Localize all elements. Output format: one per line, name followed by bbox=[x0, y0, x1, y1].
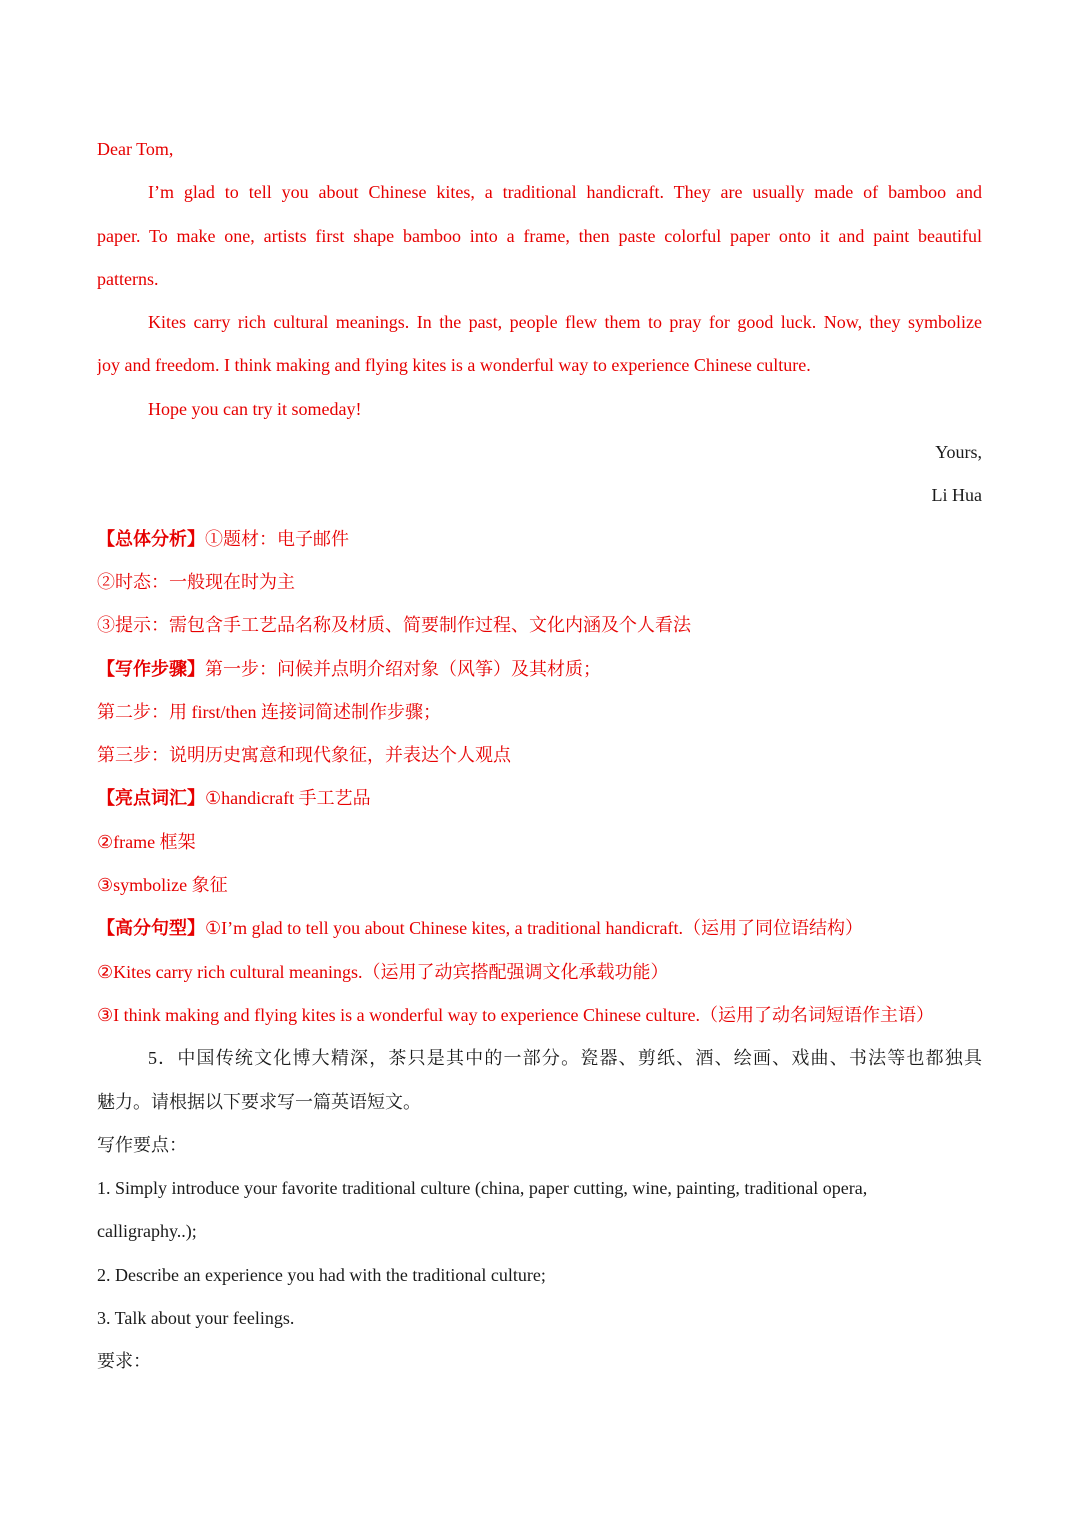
letter-signature: Li Hua bbox=[931, 485, 982, 506]
analysis-overall-item-2: ②时态：一般现在时为主 bbox=[97, 571, 295, 592]
letter-paragraph-2-line-2: joy and freedom. I think making and flying kites is a wonderful way to experience Chinese culture. bbox=[97, 355, 811, 376]
question-5-point-3: 3. Talk about your feelings. bbox=[97, 1308, 295, 1329]
analysis-vocab-3: ③symbolize 象征 bbox=[97, 875, 228, 896]
letter-paragraph-1-line-1: I’m glad to tell you about Chinese kites, a traditional handicraft. They are usually made of bamboo and bbox=[148, 182, 982, 203]
analysis-overall-tag: 【总体分析】 bbox=[97, 528, 205, 549]
analysis-overall-item-3: ③提示：需包含手工艺品名称及材质、简要制作过程、文化内涵及个人看法 bbox=[97, 615, 691, 636]
analysis-sentences-tag: 【高分句型】 bbox=[97, 918, 205, 939]
analysis-vocab-line bbox=[97, 777, 982, 820]
question-5-requirements-title: 要求： bbox=[97, 1351, 151, 1372]
analysis-sentences-line bbox=[97, 907, 982, 950]
letter-paragraph-2-line-1: Kites carry rich cultural meanings. In the past, people flew them to pray for good luck. Now, they symbolize bbox=[148, 312, 982, 333]
question-5-intro-line-1: 5．中国传统文化博大精深，茶只是其中的一部分。瓷器、剪纸、酒、绘画、戏曲、书法等也都独具 bbox=[148, 1048, 982, 1069]
letter-paragraph-1-line-3: patterns. bbox=[97, 268, 159, 289]
letter-greeting: Dear Tom, bbox=[97, 139, 174, 159]
letter-closing: Yours, bbox=[935, 442, 982, 463]
analysis-step-2: 第二步：用 first/then 连接词简述制作步骤； bbox=[97, 701, 441, 722]
analysis-step-1: 第一步：问候并点明介绍对象（风筝）及其材质； bbox=[205, 658, 601, 679]
question-5-intro-line-2: 魅力。请根据以下要求写一篇英语短文。 bbox=[97, 1091, 421, 1112]
question-5-point-2: 2. Describe an experience you had with the traditional culture; bbox=[97, 1264, 546, 1285]
document-page bbox=[97, 128, 982, 1384]
analysis-overall-item-1: ①题材：电子邮件 bbox=[205, 528, 349, 549]
analysis-sentence-2: ②Kites carry rich cultural meanings.（运用了动宾搭配强调文化承载功能） bbox=[97, 961, 669, 982]
question-5-point-1-line-2: calligraphy..); bbox=[97, 1221, 197, 1242]
analysis-vocab-1: ①handicraft 手工艺品 bbox=[205, 788, 371, 809]
analysis-steps-tag: 【写作步骤】 bbox=[97, 658, 205, 679]
letter-paragraph-3: Hope you can try it someday! bbox=[148, 398, 362, 419]
analysis-overall-line bbox=[97, 518, 982, 561]
question-5-point-1-line-1: 1. Simply introduce your favorite traditional culture (china, paper cutting, wine, painting, traditional opera, bbox=[97, 1178, 868, 1199]
letter-paragraph-1-line-2: paper. To make one, artists first shape bamboo into a frame, then paste colorful paper onto it and paint beautiful bbox=[97, 225, 982, 246]
analysis-sentence-3: ③I think making and flying kites is a wonderful way to experience Chinese culture.（运用了动名词短语作主语） bbox=[97, 1004, 934, 1025]
analysis-step-3: 第三步：说明历史寓意和现代象征，并表达个人观点 bbox=[97, 745, 511, 766]
analysis-steps-line bbox=[97, 648, 982, 691]
analysis-vocab-2: ②frame 框架 bbox=[97, 831, 196, 852]
analysis-sentence-1: ①I’m glad to tell you about Chinese kites, a traditional handicraft.（运用了同位语结构） bbox=[205, 918, 864, 939]
analysis-vocab-tag: 【亮点词汇】 bbox=[97, 788, 205, 809]
question-5-points-title: 写作要点： bbox=[97, 1134, 187, 1155]
